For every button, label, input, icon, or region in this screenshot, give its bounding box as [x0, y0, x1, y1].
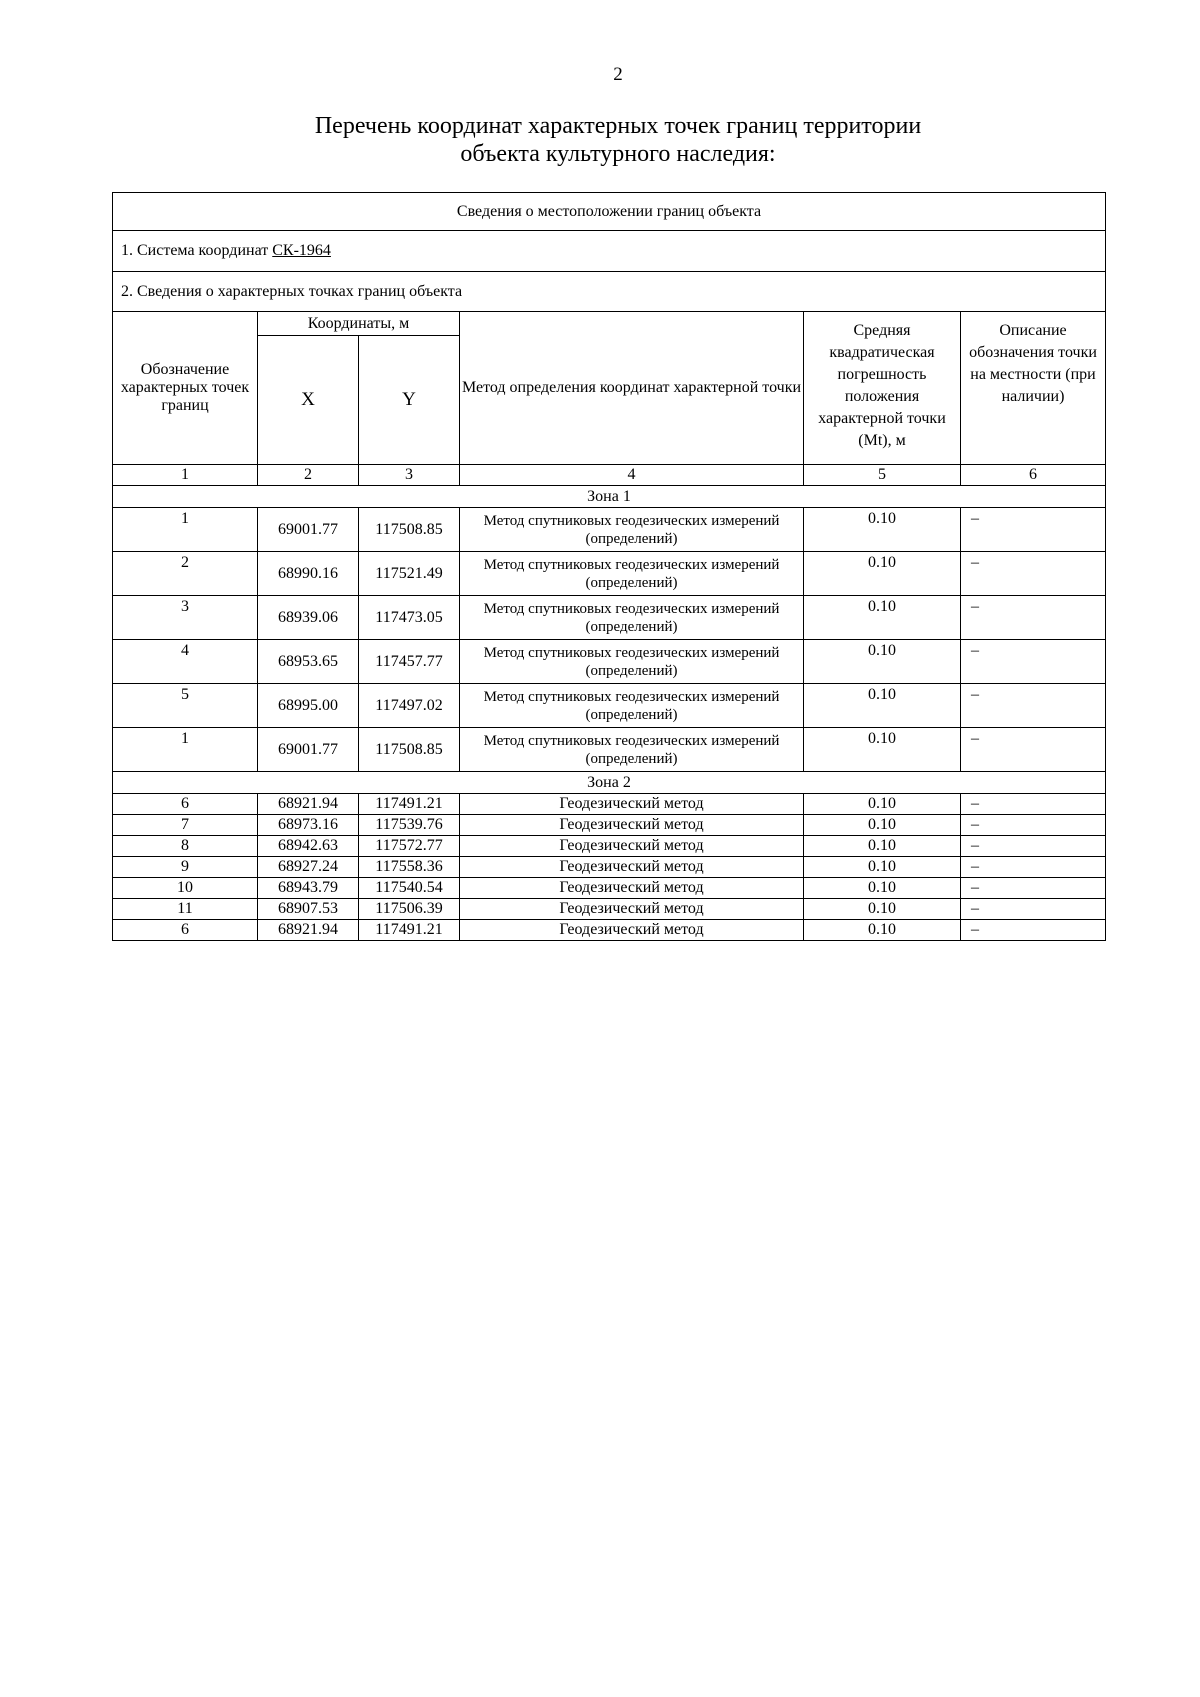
y-coordinate: 117506.39 [359, 899, 460, 920]
method: Метод спутниковых геодезических измерений (определений) [460, 508, 804, 552]
y-coordinate: 117491.21 [359, 794, 460, 815]
point-description: – [961, 878, 1106, 899]
coordinate-system [113, 231, 1106, 272]
zone-label: Зона 1 [113, 486, 1106, 508]
x-coordinate: 68990.16 [258, 552, 359, 596]
point-id: 6 [113, 920, 258, 941]
column-numbers-row [113, 465, 1106, 486]
mean-square-error: 0.10 [804, 794, 961, 815]
col-method: Метод определения координат характерной точки [460, 312, 804, 465]
y-coordinate: 117473.05 [359, 596, 460, 640]
method: Метод спутниковых геодезических измерений (определений) [460, 596, 804, 640]
table-row [113, 815, 1106, 836]
table-row [113, 596, 1106, 640]
x-coordinate: 69001.77 [258, 508, 359, 552]
method: Геодезический метод [460, 815, 804, 836]
point-id: 5 [113, 684, 258, 728]
x-coordinate: 68995.00 [258, 684, 359, 728]
y-coordinate: 117539.76 [359, 815, 460, 836]
col-x: X [258, 336, 359, 465]
mean-square-error: 0.10 [804, 920, 961, 941]
method: Метод спутниковых геодезических измерений (определений) [460, 552, 804, 596]
x-coordinate: 68921.94 [258, 920, 359, 941]
point-description: – [961, 508, 1106, 552]
method: Метод спутниковых геодезических измерений (определений) [460, 684, 804, 728]
col-coordinates: Координаты, м [258, 312, 460, 336]
table-row [113, 899, 1106, 920]
point-description: – [961, 794, 1106, 815]
mean-square-error: 0.10 [804, 508, 961, 552]
point-id: 10 [113, 878, 258, 899]
point-description: – [961, 836, 1106, 857]
mean-square-error: 0.10 [804, 596, 961, 640]
x-coordinate: 68939.06 [258, 596, 359, 640]
point-id: 1 [113, 728, 258, 772]
x-coordinate: 68942.63 [258, 836, 359, 857]
zone-label: Зона 2 [113, 772, 1106, 794]
title-line-1: Перечень координат характерных точек границ территории [314, 113, 922, 139]
points-info: 2. Сведения о характерных точках границ объекта [113, 272, 1106, 312]
y-coordinate: 117491.21 [359, 920, 460, 941]
table-row [113, 857, 1106, 878]
col-description: Описание обозначения точки на местности (при наличии) [961, 312, 1106, 465]
coordinates-table [112, 192, 1106, 941]
x-coordinate: 68907.53 [258, 899, 359, 920]
table-row [113, 640, 1106, 684]
point-description: – [961, 899, 1106, 920]
table-row [113, 794, 1106, 815]
y-coordinate: 117558.36 [359, 857, 460, 878]
point-description: – [961, 684, 1106, 728]
point-description: – [961, 552, 1106, 596]
y-coordinate: 117572.77 [359, 836, 460, 857]
zone-row [113, 772, 1106, 794]
y-coordinate: 117521.49 [359, 552, 460, 596]
point-id: 1 [113, 508, 258, 552]
mean-square-error: 0.10 [804, 878, 961, 899]
point-id: 6 [113, 794, 258, 815]
method: Метод спутниковых геодезических измерений (определений) [460, 640, 804, 684]
point-id: 4 [113, 640, 258, 684]
method: Геодезический метод [460, 857, 804, 878]
point-description: – [961, 596, 1106, 640]
table-row [113, 508, 1106, 552]
column-number: 5 [804, 465, 961, 486]
column-number: 4 [460, 465, 804, 486]
point-description: – [961, 640, 1106, 684]
point-description: – [961, 857, 1106, 878]
point-id: 11 [113, 899, 258, 920]
mean-square-error: 0.10 [804, 640, 961, 684]
mean-square-error: 0.10 [804, 728, 961, 772]
method: Геодезический метод [460, 836, 804, 857]
x-coordinate: 68943.79 [258, 878, 359, 899]
method: Геодезический метод [460, 878, 804, 899]
y-coordinate: 117508.85 [359, 728, 460, 772]
coordinate-system-value: СК-1964 [272, 242, 331, 259]
point-description: – [961, 815, 1106, 836]
point-id: 3 [113, 596, 258, 640]
y-coordinate: 117457.77 [359, 640, 460, 684]
column-number: 3 [359, 465, 460, 486]
mean-square-error: 0.10 [804, 684, 961, 728]
point-description: – [961, 920, 1106, 941]
method: Геодезический метод [460, 794, 804, 815]
column-number: 6 [961, 465, 1106, 486]
point-description: – [961, 728, 1106, 772]
page-title [0, 112, 1200, 168]
x-coordinate: 68973.16 [258, 815, 359, 836]
method: Геодезический метод [460, 899, 804, 920]
x-coordinate: 68953.65 [258, 640, 359, 684]
table-row [113, 552, 1106, 596]
point-id: 7 [113, 815, 258, 836]
mean-square-error: 0.10 [804, 836, 961, 857]
point-id: 9 [113, 857, 258, 878]
table-row [113, 920, 1106, 941]
mean-square-error: 0.10 [804, 857, 961, 878]
point-id: 2 [113, 552, 258, 596]
column-number: 2 [258, 465, 359, 486]
zone-row [113, 486, 1106, 508]
title-line-2: объекта культурного наследия: [460, 141, 776, 167]
y-coordinate: 117508.85 [359, 508, 460, 552]
mean-square-error: 0.10 [804, 552, 961, 596]
method: Геодезический метод [460, 920, 804, 941]
method: Метод спутниковых геодезических измерений (определений) [460, 728, 804, 772]
table-row [113, 728, 1106, 772]
page-number: 2 [613, 64, 623, 85]
col-designation: Обозначение характерных точек границ [113, 312, 258, 465]
x-coordinate: 69001.77 [258, 728, 359, 772]
y-coordinate: 117497.02 [359, 684, 460, 728]
table-row [113, 836, 1106, 857]
table-row [113, 684, 1106, 728]
y-coordinate: 117540.54 [359, 878, 460, 899]
mean-square-error: 0.10 [804, 899, 961, 920]
table-header: Сведения о местоположении границ объекта [113, 193, 1106, 231]
col-error: Средняя квадратическая погрешность положения характерной точки (Mt), м [804, 312, 961, 465]
point-id: 8 [113, 836, 258, 857]
table-row [113, 878, 1106, 899]
mean-square-error: 0.10 [804, 815, 961, 836]
column-number: 1 [113, 465, 258, 486]
x-coordinate: 68927.24 [258, 857, 359, 878]
x-coordinate: 68921.94 [258, 794, 359, 815]
col-y: Y [359, 336, 460, 465]
coordinate-system-label: 1. Система координат [121, 242, 273, 259]
